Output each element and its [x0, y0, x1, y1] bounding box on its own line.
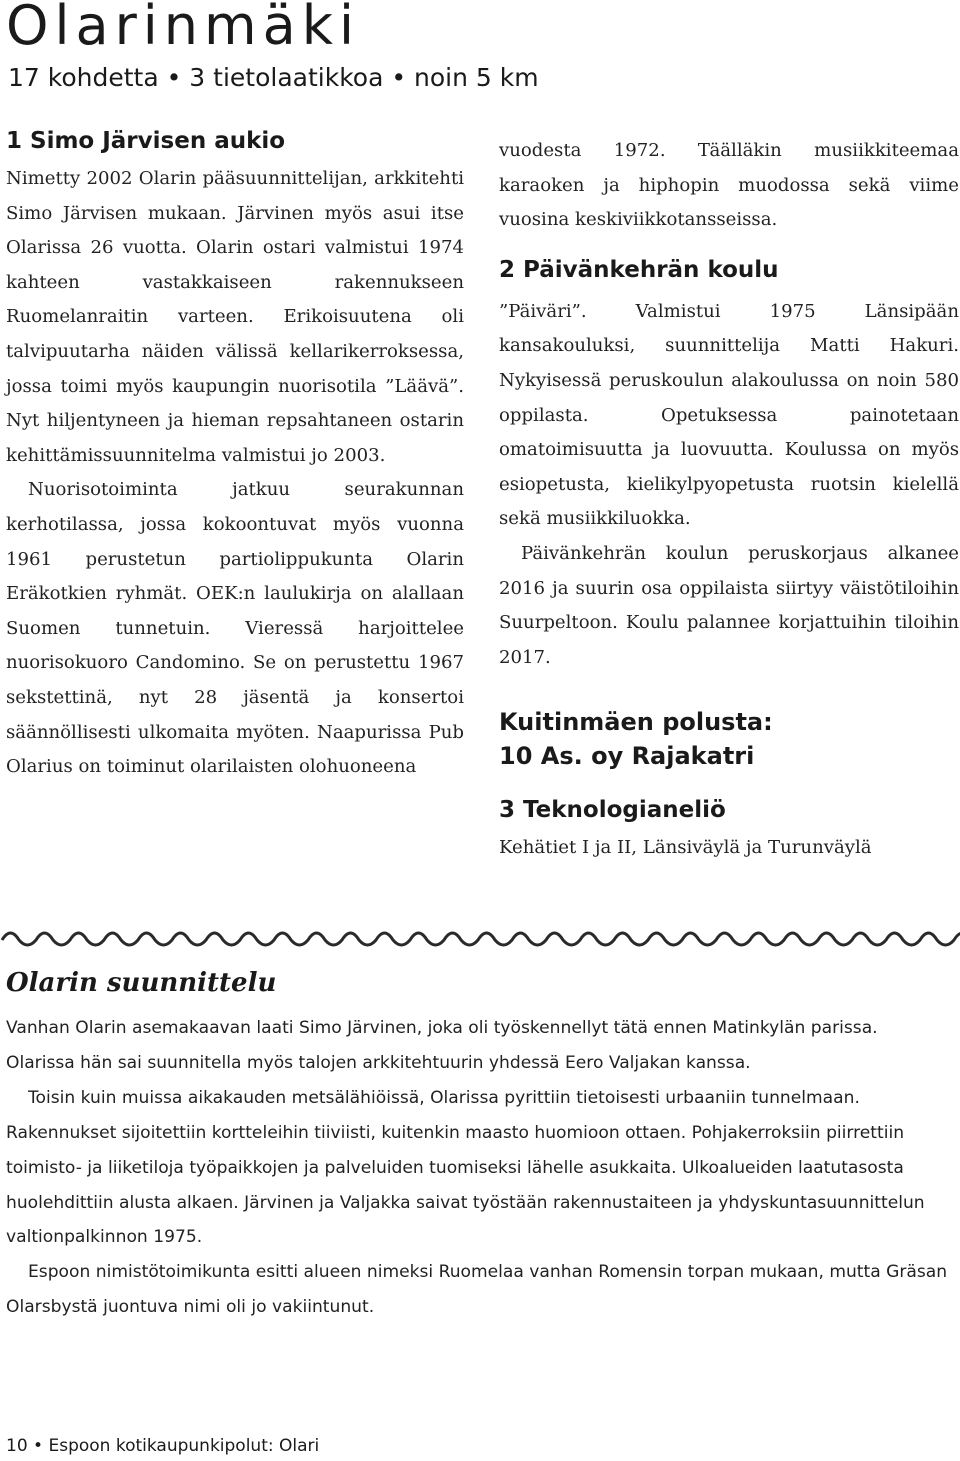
page-subtitle: 17 kohdetta • 3 tietolaatikkoa • noin 5 km	[8, 63, 539, 92]
section-heading-teknologianelio: 3 Teknologianeliö	[499, 797, 726, 824]
infobox-paragraph-1: Vanhan Olarin asemakaavan laati Simo Järvinen, joka oli työskennellyt tätä ennen Matinkylän parissa. Olarissa hän sai suunnitella myös talojen arkkitehtuurin yhdessä Eero Valjakan kanssa.	[6, 1018, 878, 1073]
kuitinmaki-line-2: 10 As. oy Rajakatri	[499, 742, 755, 771]
left-column	[6, 126, 464, 785]
infobox-paragraph-2: Toisin kuin muissa aikakauden metsälähiöissä, Olarissa pyrittiin tietoisesti urbaaniin tunnelmaan. Rakennukset sijoitettiin kortteleihin tiiviisti, kuitenkin maasto huomioon ottaen. Pohjakerroksiin piirrettiin toimisto- ja liiketiloja työpaikkojen ja palveluiden tuomiseksi lähelle asukkaita. Ulkoalueiden laatutasosta huolehdittiin alusta alkaen. Järvinen ja Valjakka saivat työstään rakennustaiteen ja yhdyskuntasuunnittelun valtionpalkinnon 1975.	[6, 1087, 925, 1248]
section1-paragraph-1: Nimetty 2002 Olarin pääsuunnittelijan, arkkitehti Simo Järvisen mukaan. Järvinen myös asui itse Olarissa 26 vuotta. Olarin ostari valmistui 1974 kahteen vastakkaiseen rakennukseen Ruomelanraitin varteen. Erikoisuutena oli talvipuutarha näiden välissä kellarikerroksessa, jossa toimi myös kaupungin nuorisotila ”Läävä”. Nyt hiljentyneen ja hieman repsahtaneen ostarin kehittämissuunnitelma valmistui jo 2003.	[6, 168, 464, 466]
kuitinmaki-note	[499, 705, 959, 773]
kuitinmaki-line-1: Kuitinmäen polusta:	[499, 708, 773, 737]
infobox-body	[6, 1011, 950, 1325]
section2-paragraph-1: ”Päiväri”. Valmistui 1975 Länsipään kansakouluksi, suunnittelija Matti Hakuri. Nykyisessä peruskoulun alakoulussa on noin 580 oppilasta. Opetuksessa painotetaan omatoimisuutta ja luovuutta. Koulussa on myös esiopetusta, kielikylpyopetusta ruotsin kielellä sekä musiikkiluokka.	[499, 300, 959, 530]
section-heading-paivankehran-koulu: 2 Päivänkehrän koulu	[499, 256, 779, 283]
right-column	[499, 134, 959, 866]
section1-continuation: vuodesta 1972. Täälläkin musiikkiteemaa karaoken ja hiphopin muodossa sekä viime vuosina keskiviikkotansseissa.	[499, 140, 959, 231]
infobox-paragraph-3: Espoon nimistötoimikunta esitti alueen nimeksi Ruomelaa vanhan Romensin torpan mukaan, mutta Gräsan Olarsbystä juontuva nimi oli jo vakiintunut.	[6, 1262, 948, 1318]
section-heading-simo-jarvisen-aukio: 1 Simo Järvisen aukio	[6, 128, 286, 154]
wave-divider	[0, 922, 960, 954]
page-footer: 10 • Espoon kotikaupunkipolut: Olari	[6, 1436, 320, 1456]
section2-paragraph-2: Päivänkehrän koulun peruskorjaus alkanee 2016 ja suurin osa oppilaista siirtyy väistötiloihin Suurpeltoon. Koulu palannee korjattuihin tiloihin 2017.	[499, 542, 959, 668]
section3-text: Kehätiet I ja II, Länsiväylä ja Turunväylä	[499, 837, 872, 859]
section1-paragraph-2: Nuorisotoiminta jatkuu seurakunnan kerhotilassa, jossa kokoontuvat myös vuonna 1961 perustetun partiolippukunta Olarin Eräkotkien ryhmät. OEK:n laulukirja on alallaan Suomen tunnetuin. Vieressä harjoittelee nuorisokuoro Candomino. Se on perustettu 1967 sekstettinä, nyt 28 jäsentä ja konsertoi säännöllisesti ulkomaita myöten. Naapurissa Pub Olarius on toiminut olarilaisten olohuoneena	[6, 479, 464, 778]
page-title: Olarinmäki	[6, 0, 360, 57]
infobox-title: Olarin suunnittelu	[6, 968, 277, 998]
